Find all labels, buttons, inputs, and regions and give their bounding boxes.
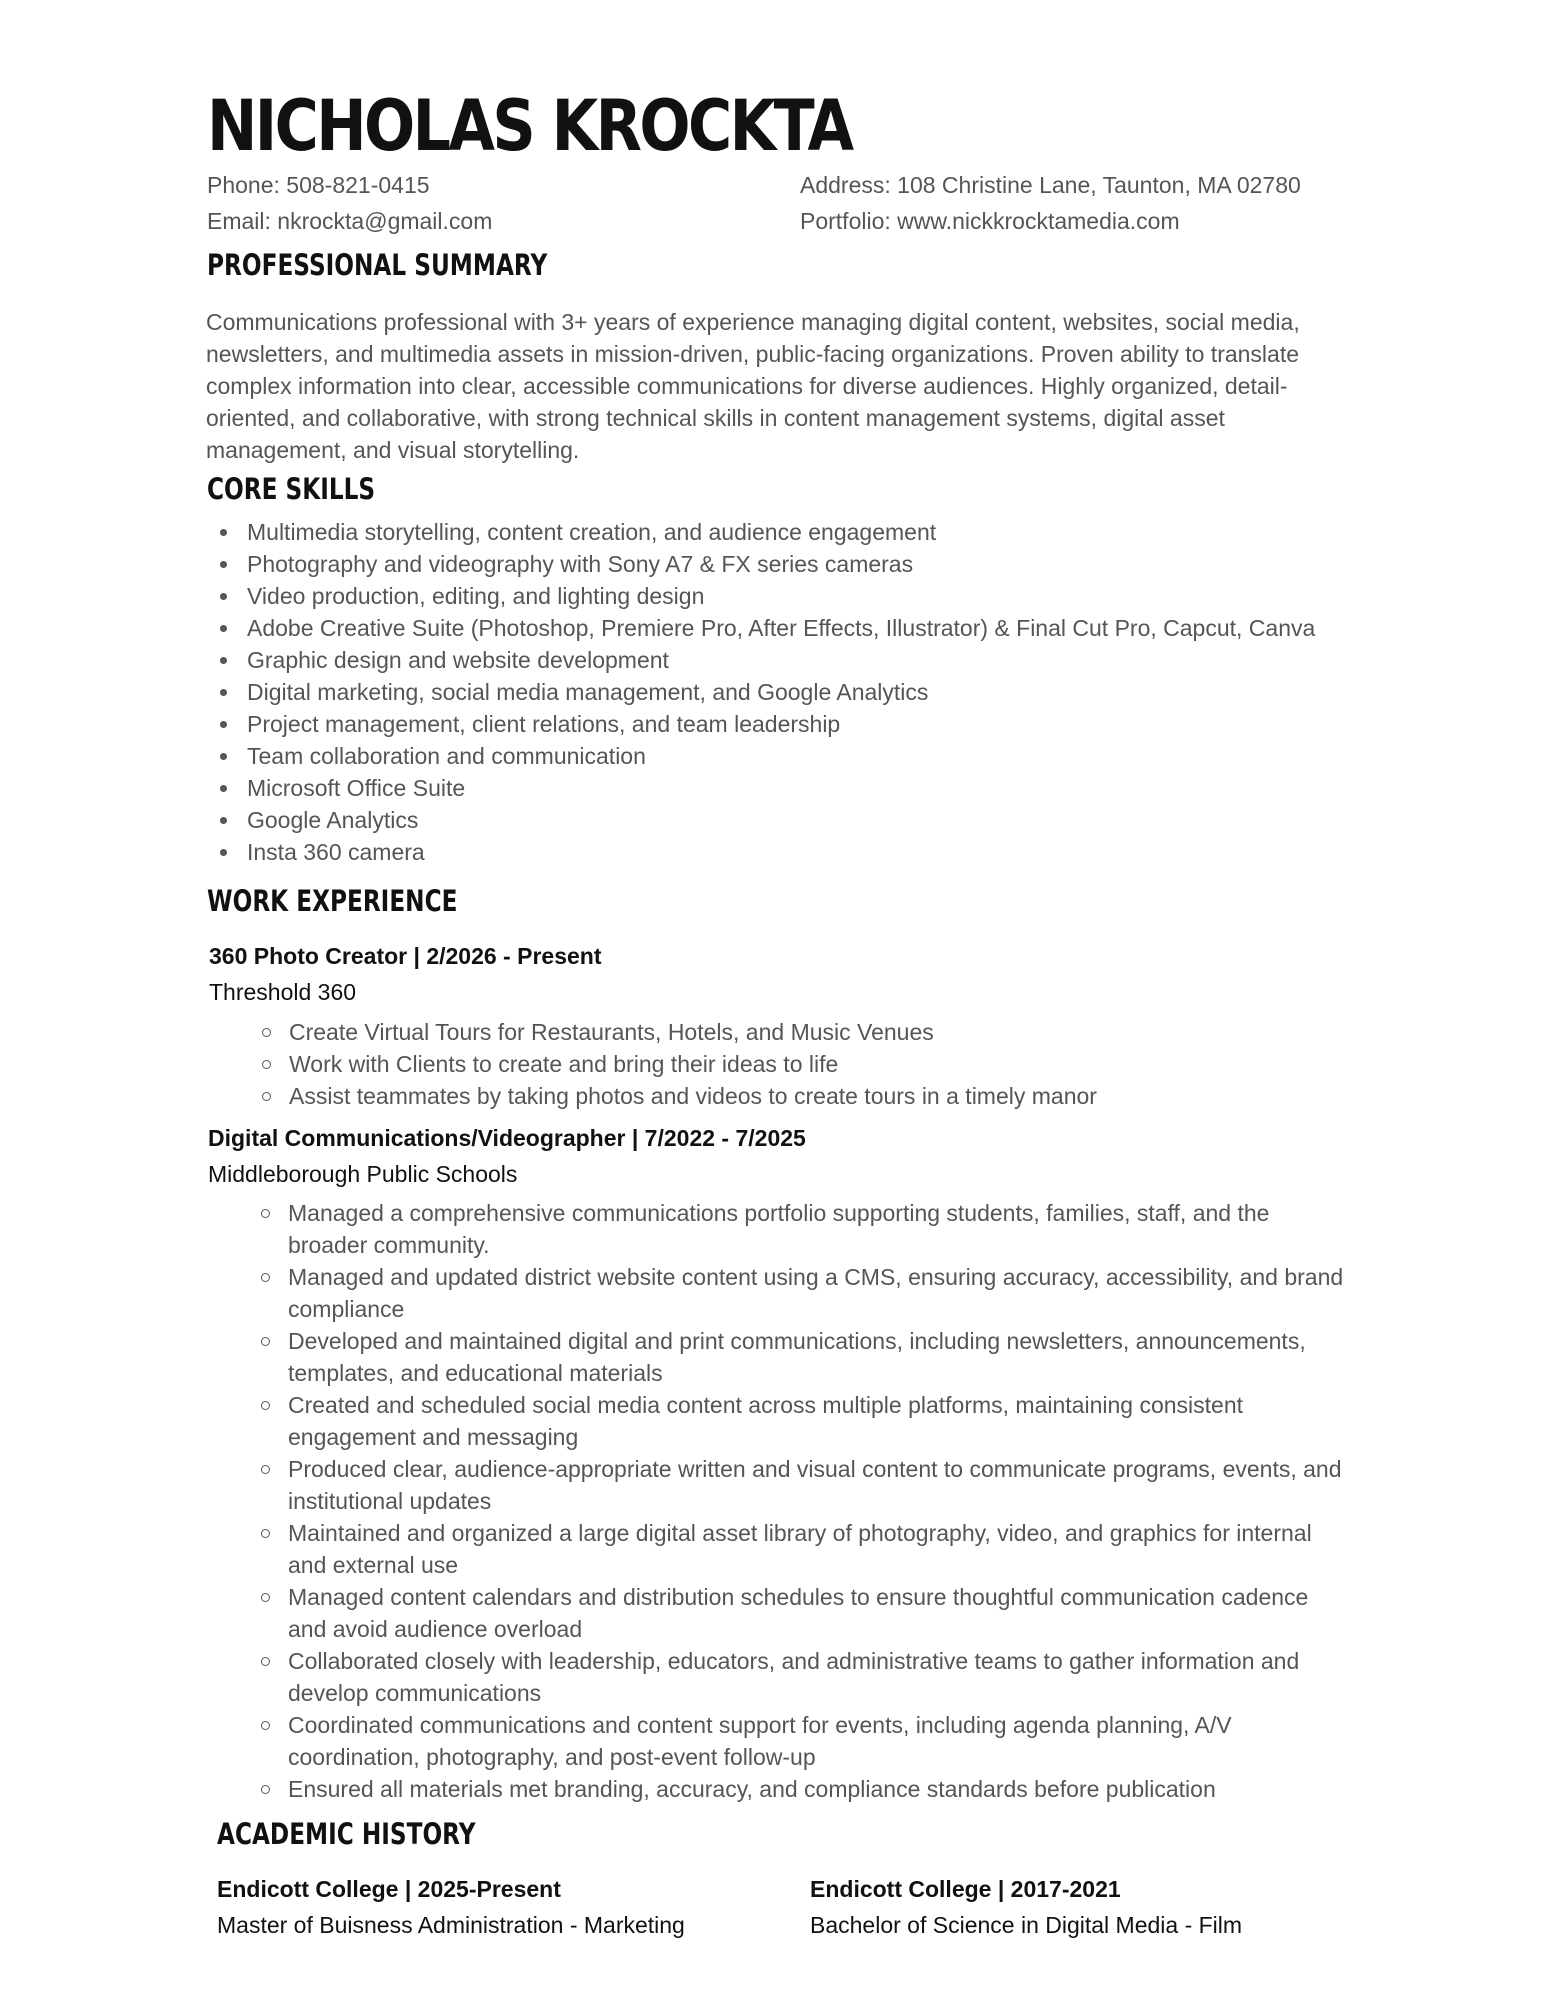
education-heading: ACADEMIC HISTORY bbox=[217, 1817, 476, 1851]
job-bullet: Produced clear, audience-appropriate written and visual content to communicate programs, events, and institutional updates bbox=[206, 1453, 1348, 1517]
job-bullet: Create Virtual Tours for Restaurants, Hotels, and Music Venues bbox=[207, 1016, 1367, 1048]
skill-item: Graphic design and website development bbox=[207, 644, 1315, 676]
skill-item: Team collaboration and communication bbox=[207, 740, 1315, 772]
job-organization: Threshold 360 bbox=[209, 979, 357, 1005]
skill-item: Adobe Creative Suite (Photoshop, Premiere Pro, After Effects, Illustrator) & Final Cut Pro, Capcut, Canva bbox=[207, 612, 1315, 644]
summary-paragraph bbox=[206, 306, 1346, 466]
skill-item: Google Analytics bbox=[207, 804, 1315, 836]
job-bullets bbox=[206, 1197, 1348, 1805]
summary-heading: PROFESSIONAL SUMMARY bbox=[207, 248, 548, 282]
portfolio-text: Portfolio: www.nickkrocktamedia.com bbox=[800, 208, 1180, 234]
job-bullet: Collaborated closely with leadership, educators, and administrative teams to gather information and develop communications bbox=[206, 1645, 1348, 1709]
skill-item: Project management, client relations, and team leadership bbox=[207, 708, 1315, 740]
phone-text: Phone: 508-821-0415 bbox=[207, 172, 430, 198]
address-text: Address: 108 Christine Lane, Taunton, MA 02780 bbox=[800, 172, 1301, 198]
skills-list bbox=[207, 516, 1315, 868]
skill-item: Photography and videography with Sony A7 & FX series cameras bbox=[207, 548, 1315, 580]
skill-item: Microsoft Office Suite bbox=[207, 772, 1315, 804]
email-text: Email: nkrockta@gmail.com bbox=[207, 208, 493, 234]
summary-line: management, and visual storytelling. bbox=[206, 437, 580, 463]
job-bullets bbox=[207, 1016, 1367, 1112]
summary-line: newsletters, and multimedia assets in mission-driven, public-facing organizations. Proven ability to translate bbox=[206, 341, 1300, 367]
education-title: Endicott College | 2017-2021 bbox=[810, 1876, 1121, 1902]
skills-heading: CORE SKILLS bbox=[207, 472, 376, 506]
job-bullet: Maintained and organized a large digital asset library of photography, video, and graphics for internal and external use bbox=[206, 1517, 1348, 1581]
job-bullet: Created and scheduled social media content across multiple platforms, maintaining consistent engagement and messaging bbox=[206, 1389, 1348, 1453]
summary-line: complex information into clear, accessible communications for diverse audiences. Highly organized, detail- bbox=[206, 373, 1288, 399]
job-organization: Middleborough Public Schools bbox=[208, 1161, 518, 1187]
experience-heading: WORK EXPERIENCE bbox=[207, 884, 458, 918]
job-bullet: Assist teammates by taking photos and videos to create tours in a timely manor bbox=[207, 1080, 1367, 1112]
job-bullet: Work with Clients to create and bring their ideas to life bbox=[207, 1048, 1367, 1080]
job-bullet: Developed and maintained digital and print communications, including newsletters, announcements, templates, and educational materials bbox=[206, 1325, 1348, 1389]
job-title: 360 Photo Creator | 2/2026 - Present bbox=[209, 943, 602, 969]
job-bullet: Managed a comprehensive communications portfolio supporting students, families, staff, and the broader community. bbox=[206, 1197, 1348, 1261]
job-bullet: Coordinated communications and content support for events, including agenda planning, A/V coordination, photography, and post-event follow-up bbox=[206, 1709, 1348, 1773]
summary-line: Communications professional with 3+ years of experience managing digital content, websites, social media, bbox=[206, 309, 1300, 335]
education-title: Endicott College | 2025-Present bbox=[217, 1876, 561, 1902]
job-bullet: Managed content calendars and distribution schedules to ensure thoughtful communication cadence and avoid audience overload bbox=[206, 1581, 1348, 1645]
education-degree: Bachelor of Science in Digital Media - Film bbox=[810, 1912, 1243, 1938]
education-degree: Master of Buisness Administration - Marketing bbox=[217, 1912, 685, 1938]
skill-item: Digital marketing, social media management, and Google Analytics bbox=[207, 676, 1315, 708]
skill-item: Video production, editing, and lighting design bbox=[207, 580, 1315, 612]
job-bullet: Ensured all materials met branding, accuracy, and compliance standards before publication bbox=[206, 1773, 1348, 1805]
job-bullet: Managed and updated district website content using a CMS, ensuring accuracy, accessibility, and brand compliance bbox=[206, 1261, 1348, 1325]
skill-item: Multimedia storytelling, content creation, and audience engagement bbox=[207, 516, 1315, 548]
summary-line: oriented, and collaborative, with strong technical skills in content management systems, digital asset bbox=[206, 405, 1225, 431]
job-title: Digital Communications/Videographer | 7/2022 - 7/2025 bbox=[208, 1125, 806, 1151]
skill-item: Insta 360 camera bbox=[207, 836, 1315, 868]
resume-name: NICHOLAS KROCKTA bbox=[207, 85, 852, 167]
